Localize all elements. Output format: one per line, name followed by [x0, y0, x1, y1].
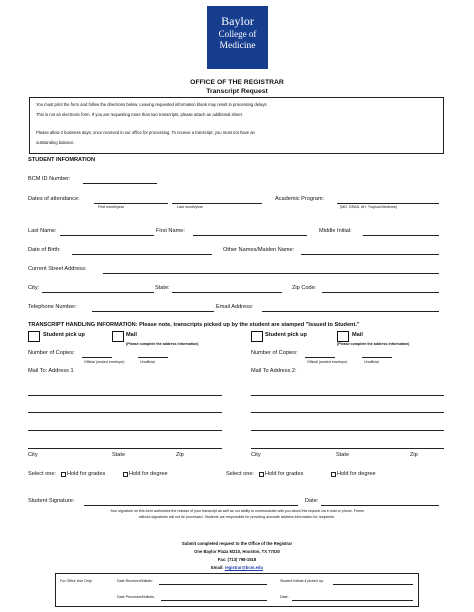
bcm-id-label: BCM ID Number: [28, 176, 71, 182]
first-name-field[interactable] [193, 235, 307, 236]
signature-field[interactable] [84, 505, 298, 506]
complete-address-note-1: (Please complete the address information) [126, 342, 199, 346]
official-copies-field-2[interactable] [305, 357, 335, 358]
submit-line-2: One Baylor Plaza M210, Houston, TX 77030 [194, 549, 280, 554]
official-hint-2: Official (sealed envelope) [307, 360, 348, 364]
last-name-field[interactable] [60, 235, 154, 236]
city-label: City: [28, 285, 40, 291]
address-2-line-1[interactable] [251, 395, 444, 396]
mail-label-1: Mail [126, 332, 137, 338]
academic-program-field[interactable] [337, 203, 439, 204]
select-one-label-1: Select one: [28, 471, 56, 477]
signature-date-label: Date: [305, 498, 319, 504]
state-label: State: [155, 285, 170, 291]
office-use-box [55, 573, 419, 607]
date-processed-label: Date Processed/Initials: [117, 595, 155, 599]
logo-line-1: Baylor [221, 14, 254, 28]
dates-label: Dates of attendance: [28, 196, 80, 202]
last-name-label: Last Name: [28, 228, 57, 234]
state-field[interactable] [172, 292, 282, 293]
bcm-id-field[interactable] [83, 183, 157, 184]
student-pickup-checkbox-2[interactable] [251, 331, 263, 342]
unofficial-copies-field-2[interactable] [362, 357, 392, 358]
address-2-line-3[interactable] [251, 430, 444, 431]
other-names-field[interactable] [301, 254, 439, 255]
hold-grades-checkbox-2[interactable] [259, 472, 264, 477]
address-1-city-label: City [28, 452, 38, 458]
address-1-line-3[interactable] [28, 430, 222, 431]
office-date-label: Date: [280, 595, 289, 599]
last-month-year-field[interactable] [172, 203, 262, 204]
address-1-line-2[interactable] [28, 412, 222, 413]
address-2-line-4[interactable] [251, 448, 444, 449]
initials-pickup-field[interactable] [333, 584, 413, 585]
office-date-field[interactable] [292, 600, 413, 601]
address-1-line-4[interactable] [28, 448, 222, 449]
notice-line-2: This is not an electronic form. If you are requesting more than two transcripts, please attach an additional sheet. [36, 112, 243, 117]
zip-label: Zip Code: [292, 285, 317, 291]
unofficial-copies-field-1[interactable] [138, 357, 168, 358]
signature-date-field[interactable] [321, 505, 439, 506]
instructions-box [29, 97, 444, 154]
student-pickup-checkbox-1[interactable] [28, 331, 40, 342]
email-line [0, 565, 474, 570]
first-month-year-hint: First month/year [98, 205, 124, 209]
middle-initial-label: Middle Initial: [319, 228, 352, 234]
address-2-state-label: State [336, 452, 350, 458]
address-2-line-2[interactable] [251, 412, 444, 413]
academic-program-label: Academic Program: [275, 196, 325, 202]
unofficial-hint-1: Unofficial [140, 360, 155, 364]
middle-initial-field[interactable] [363, 235, 439, 236]
city-field[interactable] [42, 292, 154, 293]
hold-degree-label-1: Hold for degree [129, 471, 168, 477]
street-field[interactable] [103, 273, 439, 274]
address-1-zip-label: Zip [176, 452, 184, 458]
address-2-city-label: City [251, 452, 261, 458]
copies-label-2: Number of Copies: [251, 350, 298, 356]
submit-email-label: Email: [210, 565, 224, 570]
date-received-field[interactable] [159, 584, 267, 585]
hold-grades-label-2: Hold for grades [265, 471, 304, 477]
notice-line-4: outstanding balance. [36, 140, 75, 145]
official-hint-1: Official (sealed envelope) [84, 360, 125, 364]
copies-label-1: Number of Copies: [28, 350, 75, 356]
student-pickup-label-2: Student pick up [265, 332, 307, 338]
address-1-state-label: State [112, 452, 126, 458]
notice-line-3: Please allow 2 business days, once received in our office for processing. To receive a transcript, you must not have an [36, 130, 255, 135]
dob-field[interactable] [72, 254, 212, 255]
student-section-title: STUDENT INFOMRATION [28, 157, 96, 163]
mail-checkbox-2[interactable] [337, 331, 349, 342]
zip-field[interactable] [322, 292, 439, 293]
hold-degree-checkbox-1[interactable] [123, 472, 128, 477]
logo-line-3: Medicine [219, 41, 256, 51]
registrar-email-link[interactable]: registrar@bcm.edu [224, 565, 264, 570]
signature-note-2: without signatures will not be processed. Students are responsible for providing accurate address information for recipients. [139, 515, 335, 519]
mail-to-address-2-label: Mail To Address 2: [251, 368, 297, 374]
last-month-year-hint: Last month/year [177, 205, 203, 209]
signature-note-1: Your signature on this form authorizes the release of your transcript as well as our ability to communicate with you about this request via e-mail or phone. Forms [110, 509, 364, 513]
mail-to-address-1-label: Mail To: Address 1 [28, 368, 74, 374]
form-title: Transcript Request [206, 88, 268, 95]
office-title: OFFICE OF THE REGISTRAR [190, 79, 284, 86]
handling-title: TRANSCRIPT HANDLING INFORMATION: Please note, transcripts picked up by the student are stamped "Issued to Student." [28, 322, 360, 328]
initials-pickup-label: Student Initials if picked up: [280, 579, 324, 583]
official-copies-field-1[interactable] [82, 357, 112, 358]
logo-line-2: College of [218, 29, 257, 39]
hold-degree-label-2: Hold for degree [337, 471, 376, 477]
address-1-line-1[interactable] [28, 395, 222, 396]
mail-checkbox-1[interactable] [112, 331, 124, 342]
bcm-logo [207, 6, 268, 69]
first-name-label: First Name: [156, 228, 185, 234]
academic-program-hint: (MD, GRAD, AH, Tropical Medicine) [340, 205, 398, 209]
complete-address-note-2: (Please complete the address information) [337, 342, 410, 346]
phone-label: Telephone Number: [28, 304, 77, 310]
mail-label-2: Mail [352, 332, 363, 338]
email-label: Email Address: [216, 304, 254, 310]
other-names-label: Other Names/Maiden Name: [223, 247, 295, 253]
first-month-year-field[interactable] [94, 203, 168, 204]
fax-line: Fax: (713) 798-1518 [217, 557, 257, 562]
office-use-label: For Office Use Only: [60, 579, 93, 583]
address-2-zip-label: Zip [410, 452, 418, 458]
phone-field[interactable] [92, 311, 214, 312]
date-received-label: Date Received/Initials: [117, 579, 153, 583]
date-processed-field[interactable] [161, 600, 267, 601]
student-pickup-label-1: Student pick up [43, 332, 85, 338]
select-one-label-2: Select one: [226, 471, 254, 477]
hold-grades-label-1: Hold for grades [67, 471, 106, 477]
submit-line-1: Submit completed request to the Office of the Registrar [181, 541, 293, 546]
hold-grades-checkbox-1[interactable] [61, 472, 66, 477]
dob-label: Date of Birth: [28, 247, 61, 253]
hold-degree-checkbox-2[interactable] [331, 472, 336, 477]
email-field[interactable] [262, 311, 439, 312]
signature-label: Student Signature: [28, 498, 75, 504]
unofficial-hint-2: Unofficial [364, 360, 379, 364]
street-label: Current Street Address: [28, 266, 87, 272]
notice-line-1: You must print the form and follow the directions below. Leaving requested information blank may result in processing delays. [36, 102, 268, 107]
